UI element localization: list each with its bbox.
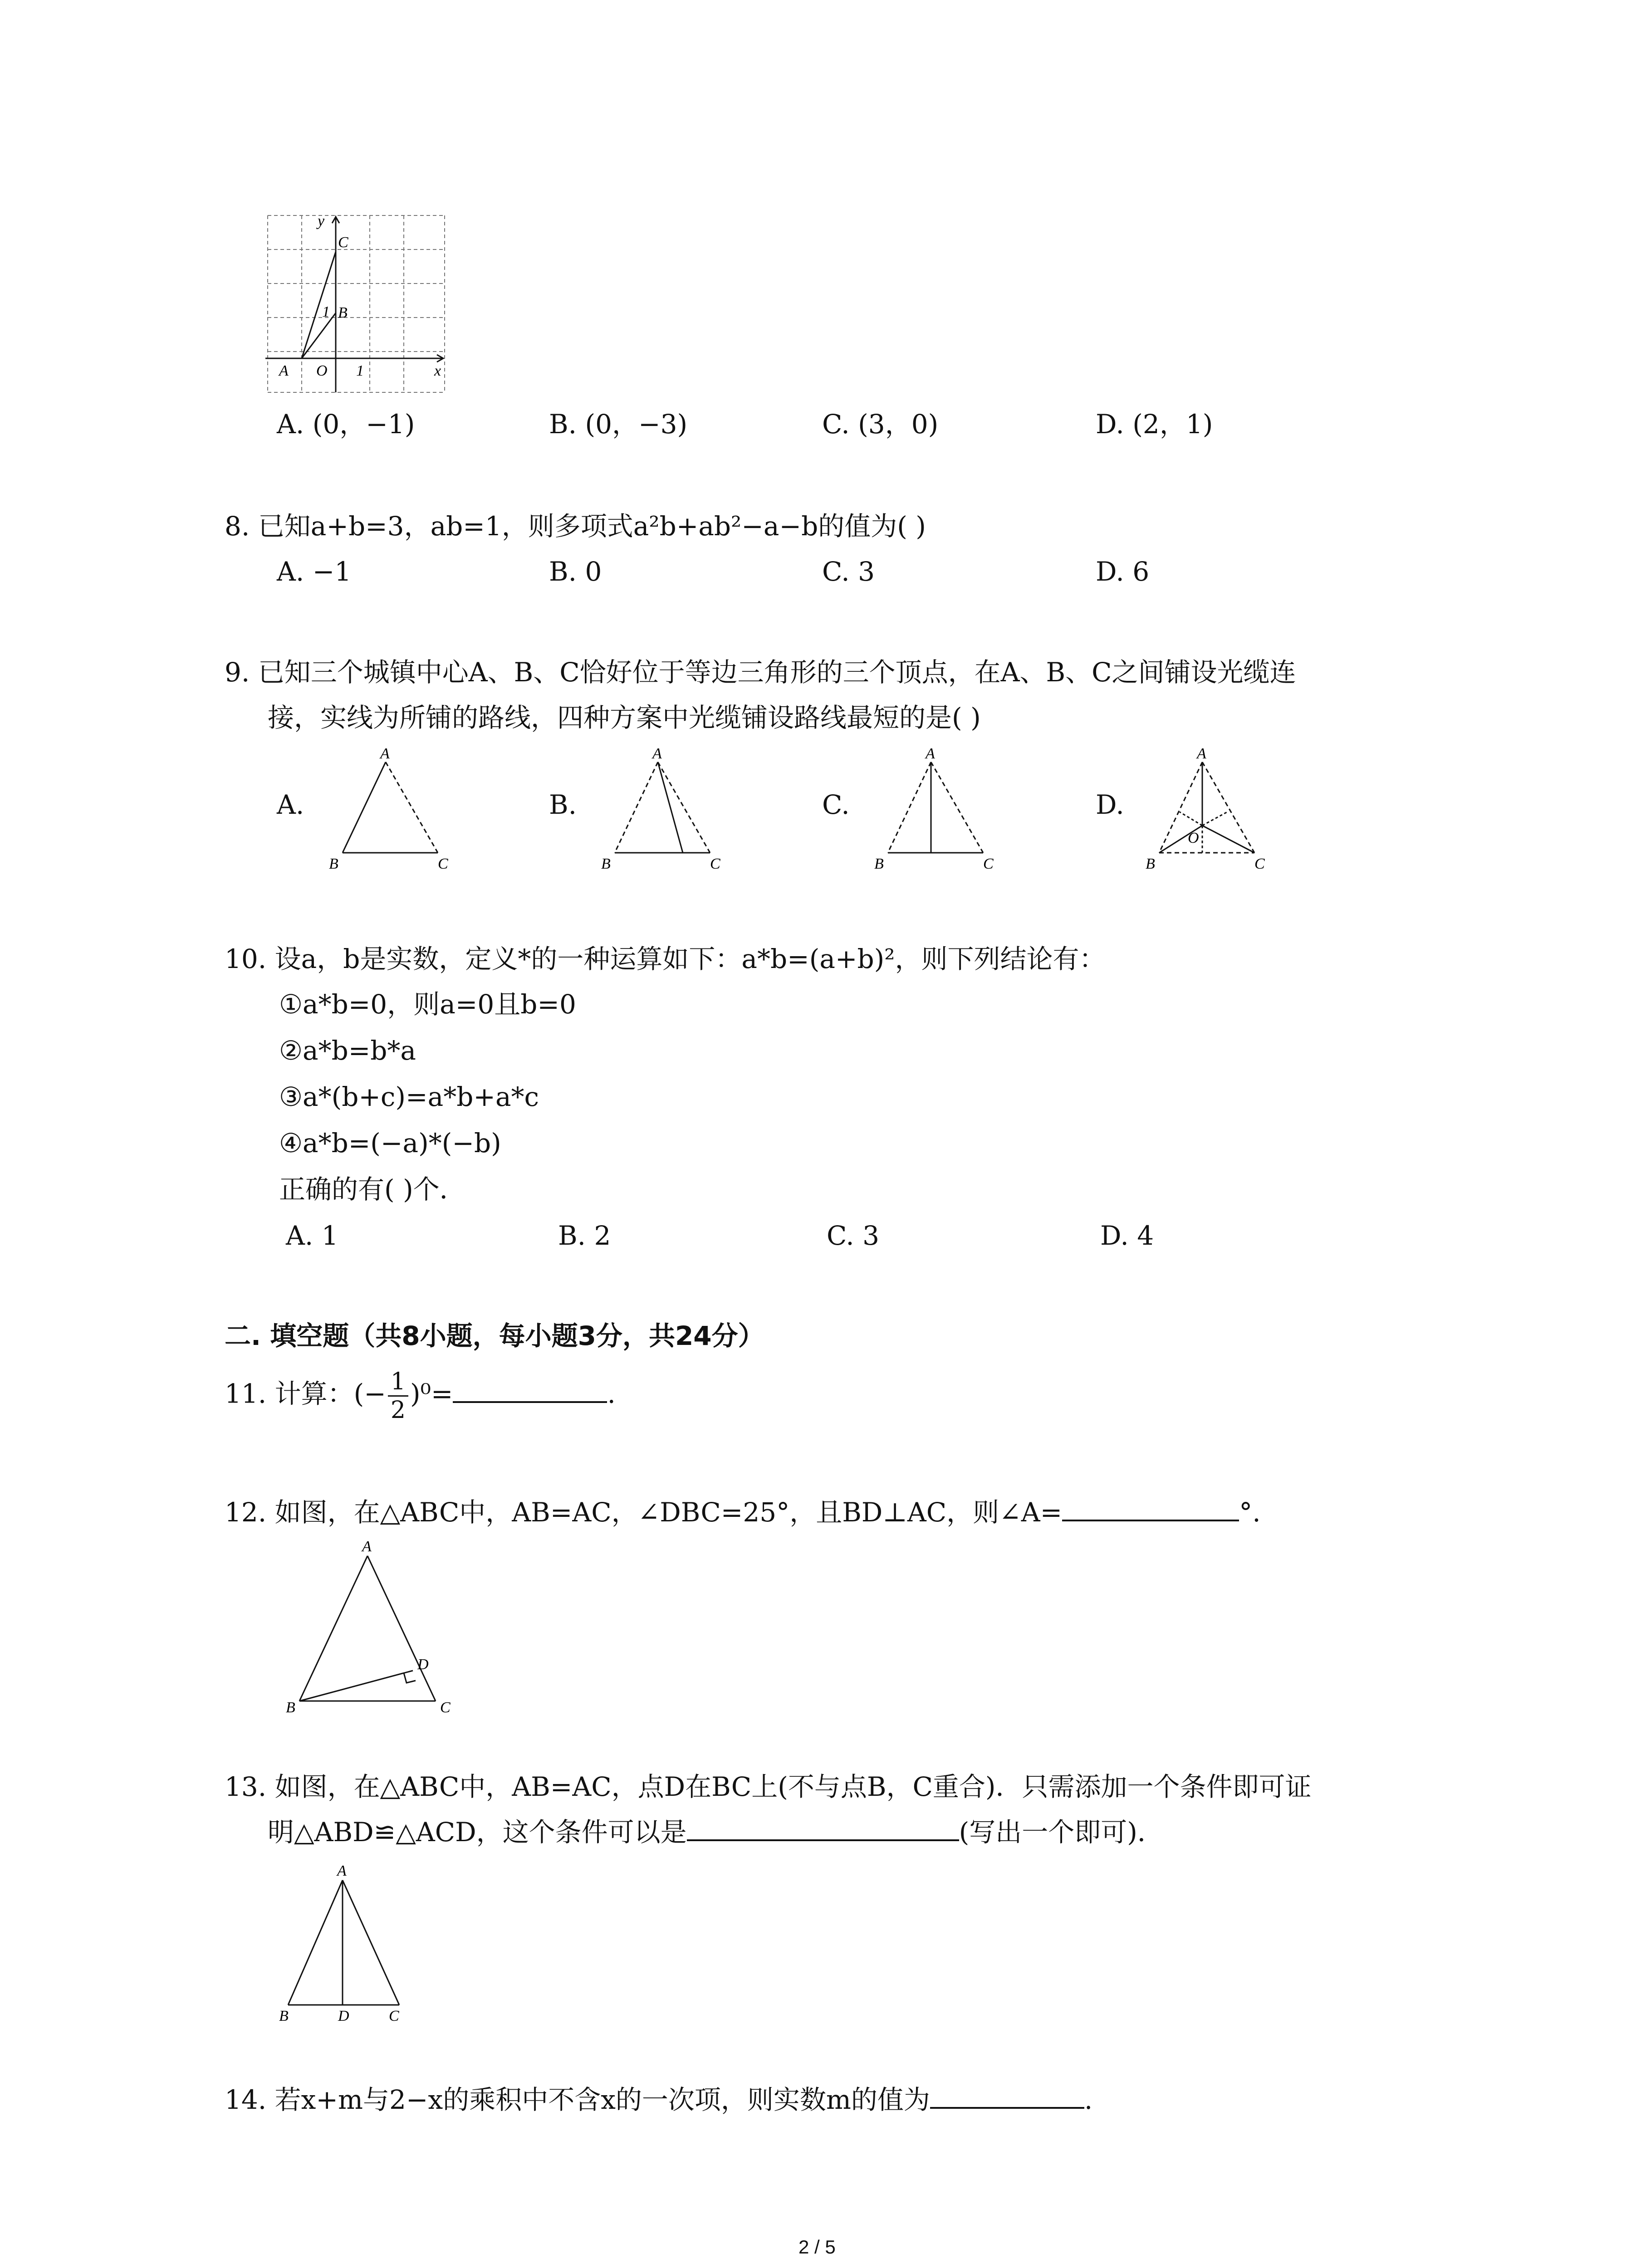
q11-fraction — [388, 1370, 408, 1422]
label-C: C — [983, 855, 994, 872]
q9-option-c[interactable]: C. — [822, 789, 850, 820]
label-D: D — [338, 2008, 349, 2024]
q11-prefix: 11. 计算：(− — [225, 1378, 386, 1409]
q10-option-a[interactable]: A. 1 — [286, 1220, 338, 1251]
q11-answer-blank[interactable] — [453, 1378, 607, 1403]
q12-answer-blank[interactable] — [1062, 1497, 1239, 1521]
q9-option-d-figure — [1139, 744, 1275, 875]
q14-answer-blank[interactable] — [930, 2084, 1084, 2109]
q13-text-line1: 13. 如图，在△ABC中，AB=AC，点D在BC上(不与点B，C重合)．只需添加一个条件即可证 — [225, 1771, 1312, 1802]
q9-option-c-figure — [867, 744, 1004, 875]
q7-option-b[interactable]: B. (0，−3) — [549, 409, 688, 440]
q13-answer-blank[interactable] — [687, 1817, 959, 1841]
q12-line — [225, 1497, 1261, 1529]
q12-text: 12. 如图，在△ABC中，AB=AC，∠DBC=25°，且BD⊥AC，则∠A= — [225, 1497, 1063, 1528]
q10-option-c[interactable]: C. 3 — [827, 1220, 880, 1251]
q14-text: 14. 若x+m与2−x的乘积中不含x的一次项，则实数m的值为 — [225, 2084, 930, 2115]
q9-option-a[interactable]: A. — [277, 789, 304, 820]
label-A: A — [1197, 745, 1206, 762]
label-x: x — [434, 362, 441, 379]
q9-option-d[interactable]: D. — [1096, 789, 1124, 820]
q10-text: 10. 设a，b是实数，定义*的一种运算如下：a*b=(a+b)²，则下列结论有： — [225, 943, 1106, 974]
page-number: 2 / 5 — [798, 2236, 836, 2258]
q10-item-1: ①a*b=0，则a=0且b=0 — [279, 989, 576, 1020]
label-D: D — [417, 1656, 429, 1673]
label-O: O — [1188, 830, 1199, 846]
label-O: O — [316, 362, 328, 379]
q10-tail: 正确的有( )个． — [279, 1174, 466, 1205]
label-C: C — [1254, 855, 1265, 872]
q10-option-d[interactable]: D. 4 — [1100, 1220, 1154, 1251]
section-title-fill-in: 二. 填空题（共8小题，每小题3分，共24分） — [225, 1320, 764, 1351]
q10-item-2: ②a*b=b*a — [279, 1035, 416, 1066]
label-B: B — [279, 2008, 289, 2024]
q11-numerator: 1 — [388, 1370, 408, 1397]
label-C: C — [710, 855, 720, 872]
q12-triangle-figure — [268, 1538, 458, 1719]
label-C: C — [438, 855, 448, 872]
q8-option-a[interactable]: A. −1 — [277, 556, 352, 587]
label-A: A — [380, 745, 390, 762]
q8-option-c[interactable]: C. 3 — [822, 556, 875, 587]
q10-item-4: ④a*b=(−a)*(−b) — [279, 1128, 501, 1158]
q13-line2 — [268, 1817, 1164, 1848]
q11-line — [225, 1370, 616, 1422]
q14-end: . — [1084, 2084, 1093, 2115]
q7-coordinate-grid-figure — [265, 213, 449, 395]
q10-option-b[interactable]: B. 2 — [558, 1220, 611, 1251]
q7-option-c[interactable]: C. (3，0) — [822, 409, 939, 440]
q11-suffix: )⁰= — [410, 1378, 453, 1409]
q7-option-a[interactable]: A. (0，−1) — [277, 409, 415, 440]
label-C: C — [389, 2008, 399, 2024]
label-one-x: 1 — [356, 362, 364, 379]
label-B: B — [329, 855, 338, 872]
q8-option-d[interactable]: D. 6 — [1096, 556, 1150, 587]
q13-line2-prefix: 明△ABD≌△ACD，这个条件可以是 — [268, 1817, 687, 1848]
label-A: A — [362, 1538, 372, 1555]
label-one-y: 1 — [322, 303, 330, 320]
q11-denominator: 2 — [390, 1397, 406, 1424]
label-B: B — [338, 304, 348, 321]
label-A: A — [652, 745, 662, 762]
q9-option-b[interactable]: B. — [549, 789, 577, 820]
label-A: A — [279, 362, 289, 379]
q12-end: °. — [1239, 1497, 1261, 1528]
label-C: C — [440, 1699, 451, 1716]
q9-text-line2: 接，实线为所铺的路线，四种方案中光缆铺设路线最短的是( ) — [268, 702, 981, 733]
q8-option-b[interactable]: B. 0 — [549, 556, 602, 587]
q11-end: . — [607, 1378, 616, 1409]
q9-option-a-figure — [322, 744, 458, 875]
label-B: B — [1146, 855, 1155, 872]
q13-triangle-figure — [270, 1860, 415, 2028]
label-B: B — [601, 855, 611, 872]
q9-text-line1: 9. 已知三个城镇中心A、B、C恰好位于等边三角形的三个顶点，在A、B、C之间铺设光缆连 — [225, 657, 1296, 688]
label-C: C — [338, 234, 348, 251]
label-A: A — [337, 1862, 347, 1879]
label-A: A — [926, 745, 935, 762]
q8-text: 8. 已知a+b=3，ab=1，则多项式a²b+ab²−a−b的值为( ) — [225, 511, 926, 542]
label-B: B — [874, 855, 884, 872]
label-y: y — [318, 213, 325, 230]
q13-line2-suffix: (写出一个即可)． — [959, 1817, 1164, 1848]
q10-item-3: ③a*(b+c)=a*b+a*c — [279, 1081, 539, 1112]
q14-line — [225, 2084, 1092, 2116]
label-B: B — [286, 1699, 295, 1716]
q9-option-b-figure — [594, 744, 730, 875]
q7-option-d[interactable]: D. (2，1) — [1096, 409, 1213, 440]
